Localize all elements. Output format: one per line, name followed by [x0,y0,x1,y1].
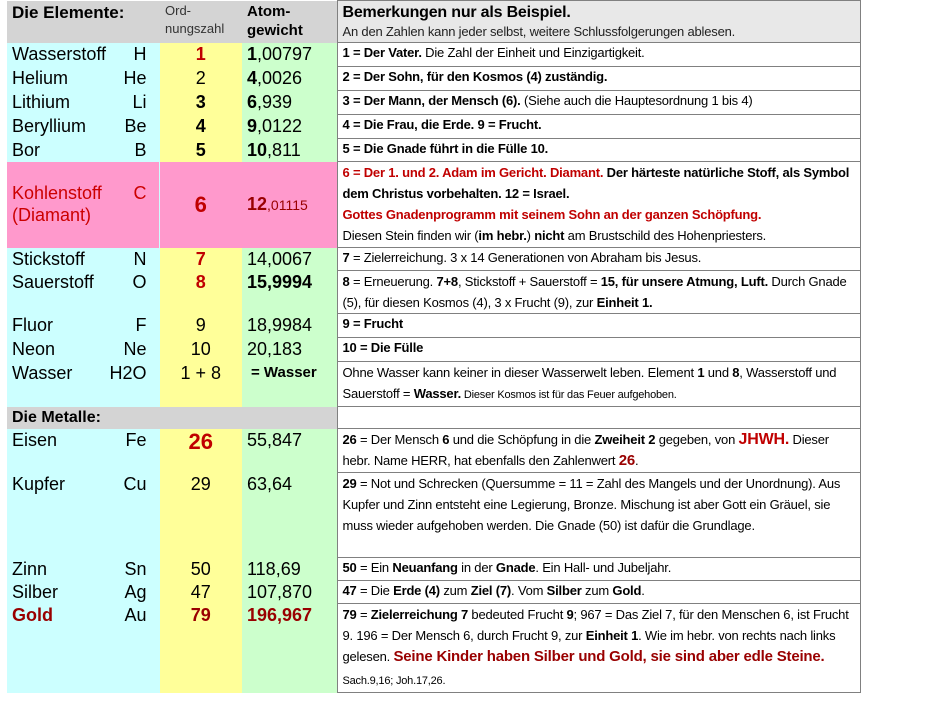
atomgewicht: 18,9984 [247,314,313,335]
row-wasser [7,362,860,407]
bemerkung: 79 = Zielerreichung 7 bedeuted Frucht 9; 967 = Das Ziel 7, für den Menschen 6, ist Frucht 9. 196 = Der Mensch 6, durch Frucht 9, zur Einheit 1. Wie im hebr. von rechts nach links gelesen. Seine Kinder haben Silber und Gold, sie sind aber edle Steine. Sach.9,16; Joh.17,26. [337,604,860,693]
bemerkung: 2 = Der Sohn, für den Kosmos (4) zuständig. [337,67,860,91]
ordnungszahl: 6 [194,191,207,217]
element-name: Helium [12,67,69,88]
atomgewicht: 14,0067 [247,248,313,269]
atomgewicht: 107,870 [247,581,313,602]
ordnungszahl: 47 [190,581,211,602]
row-neon [7,338,860,362]
row-stickstoff [7,248,860,271]
element-symbol: Ne [123,338,147,359]
row-zinn [7,558,860,581]
bemerkung: 10 = Die Fülle [337,338,860,362]
element-name: Eisen [12,429,58,450]
element-symbol: H2O [109,362,147,383]
row-beryllium [7,115,860,139]
element-name: Gold [12,604,53,625]
element-symbol: Cu [123,473,147,494]
element-name: Fluor [12,314,54,335]
element-symbol: B [134,139,147,160]
bemerkung: 47 = Die Erde (4) zum Ziel (7). Vom Silber zum Gold. [337,581,860,604]
header-atomgewicht-1: Atom- [247,2,291,20]
header-ordnungszahl-2: nungszahl [165,20,225,36]
element-symbol: Ag [124,581,147,602]
element-name: Sauerstoff [12,271,94,292]
header-row [7,1,860,43]
element-symbol: Au [124,604,147,625]
row-eisen [7,429,860,473]
ordnungszahl: 4 [195,115,206,136]
ordnungszahl: 2 [195,67,206,88]
bemerkung: Ohne Wasser kann keiner in dieser Wasserwelt leben. Element 1 und 8, Wasserstoff und Sauerstoff = Wasser. Dieser Kosmos ist für das Feuer aufgehoben. [337,362,860,407]
element-name: Bor [12,139,41,160]
ordnungszahl: 50 [190,558,211,579]
element-symbol: O [132,271,147,292]
ordnungszahl: 1 [195,43,206,64]
bemerkung: 9 = Frucht [337,314,860,338]
atomgewicht: 4,0026 [247,67,303,88]
ordnungszahl: 10 [190,338,211,359]
element-symbol: C [133,182,147,203]
ordnungszahl: 1 + 8 [180,362,222,383]
bemerkung: 29 = Not und Schrecken (Quersumme = 11 = Zahl des Mangels und der Unordnung). Aus Kupfer und Zinn entsteht eine Legierung, Bronze. Mischung ist aber Gott ein Gräuel, sie muss wieder aufgehoben werden. Die Gnade (50) ist dafür die Grundlage. [337,473,860,558]
ordnungszahl: 29 [190,473,211,494]
atomgewicht: 118,69 [247,558,301,579]
element-symbol: Be [124,115,147,136]
row-gold [7,604,860,693]
atomgewicht: 10,811 [247,139,301,160]
element-symbol: F [135,314,147,335]
element-name: Wasser [12,362,73,383]
bemerkung: 4 = Die Frau, die Erde. 9 = Frucht. [337,115,860,139]
bemerkung: 7 = Zielerreichung. 3 x 14 Generationen von Abraham bis Jesus. [337,248,860,271]
header-elements: Die Elemente: [12,2,125,22]
atomgewicht: = Wasser [251,363,317,381]
element-name: Silber [12,581,59,602]
bemerkung: 5 = Die Gnade führt in die Fülle 10. [337,139,860,162]
element-name: Beryllium [12,115,87,136]
element-name: Zinn [12,558,48,579]
atomgewicht: 63,64 [247,473,293,494]
ordnungszahl: 26 [188,428,213,454]
bemerkung: 1 = Der Vater. Die Zahl der Einheit und Einzigartigkeit. [337,43,860,67]
row-kohlenstoff [7,162,860,248]
row-kupfer [7,473,860,558]
element-name: Stickstoff [12,248,85,269]
ordnungszahl: 7 [195,248,206,269]
element-symbol: Fe [125,429,147,450]
atomgewicht: 1,00797 [247,43,313,64]
element-name: Kupfer [12,473,66,494]
bemerkung: 3 = Der Mann, der Mensch (6). (Siehe auch die Hauptesordnung 1 bis 4) [337,91,860,115]
metals-heading: Die Metalle: [12,408,101,426]
element-symbol: H [133,43,147,64]
element-symbol: N [133,248,147,269]
element-name: Wasserstoff [12,43,107,64]
element-symbol: Sn [124,558,147,579]
atomgewicht: 9,0122 [247,115,303,136]
row-bor [7,139,860,162]
bemerkung: 6 = Der 1. und 2. Adam im Gericht. Diamant. Der härteste natürliche Stoff, als Symbol dem Christus vorbehalten. 12 = Israel. Gottes Gnadenprogramm mit seinem Sohn an der ganzen Schöpfung. Diesen Stein finden wir (im hebr.) nicht am Brustschild des Hohenpriesters. [337,162,860,248]
header-bemerkungen: Bemerkungen nur als Beispiel. [342,4,571,21]
atomgewicht: 196,967 [247,604,313,625]
header-bemerkungen-sub: An den Zahlen kann jeder selbst, weitere Schlussfolgerungen ablesen. [342,24,736,39]
row-fluor [7,314,860,338]
row-helium [7,67,860,91]
ordnungszahl: 8 [195,271,206,292]
ordnungszahl: 5 [195,139,206,160]
row-sauerstoff [7,271,860,314]
row-lithium [7,91,860,115]
bemerkung: 8 = Erneuerung. 7+8, Stickstoff + Sauerstoff = 15, für unsere Atmung, Luft. Durch Gnade (5), für diesen Kosmos (4), 3 x Frucht (9), zur Einheit 1. [337,271,860,314]
element-subname: (Diamant) [12,204,92,225]
header-ordnungszahl-1: Ord- [165,2,191,18]
ordnungszahl: 79 [190,604,211,625]
element-name: Lithium [12,91,71,112]
elements-table [7,0,861,693]
atomgewicht: 6,939 [247,91,293,112]
atomgewicht: 12,01115 [247,194,308,214]
section-metals [7,407,860,429]
element-name: Kohlenstoff [12,182,102,203]
bemerkung: 50 = Ein Neuanfang in der Gnade. Ein Hall- und Jubeljahr. [337,558,860,581]
row-wasserstoff [7,43,860,67]
element-symbol: He [123,67,147,88]
bemerkung: 26 = Der Mensch 6 und die Schöpfung in die Zweiheit 2 gegeben, von JHWH. Dieser hebr. Name HERR, hat ebenfalls den Zahlenwert 26. [337,429,860,473]
atomgewicht: 55,847 [247,429,303,450]
element-name: Neon [12,338,56,359]
element-symbol: Li [132,91,147,112]
atomgewicht: 15,9994 [247,271,313,292]
ordnungszahl: 9 [195,314,206,335]
row-silber [7,581,860,604]
ordnungszahl: 3 [195,91,206,112]
header-atomgewicht-2: gewicht [247,21,303,39]
atomgewicht: 20,183 [247,338,303,359]
